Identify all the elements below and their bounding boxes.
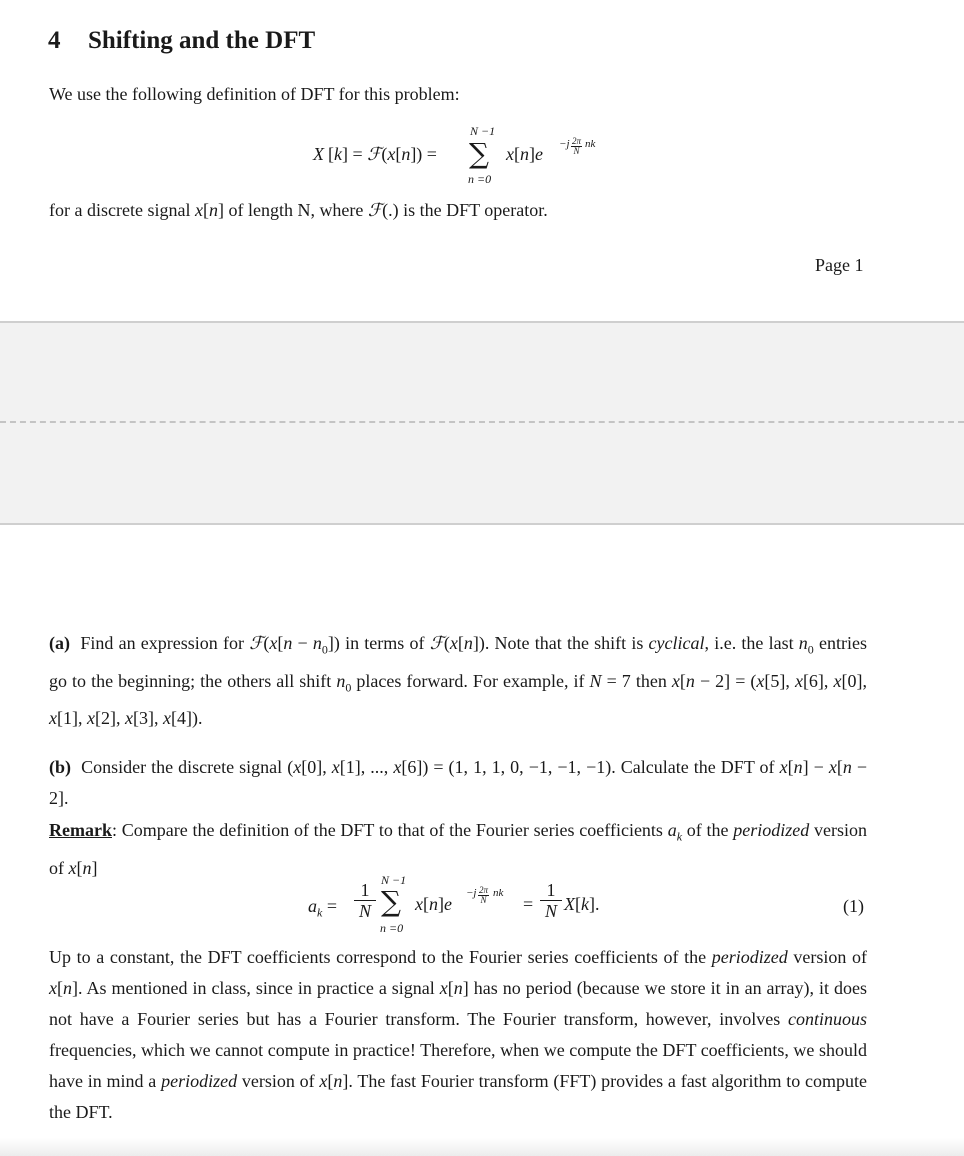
section-title: Shifting and the DFT bbox=[88, 27, 316, 54]
intro-text: We use the following definition of DFT for this problem: bbox=[49, 84, 460, 104]
section-number: 4 bbox=[48, 27, 61, 54]
part-b-label: (b) bbox=[49, 757, 71, 777]
part-a-label: (a) bbox=[49, 633, 70, 653]
remark-paragraph: Remark: Compare the definition of the DFT to that of the Fourier series coefficients $a_k$ of the periodized version of x[n] bbox=[49, 820, 867, 878]
part-a-paragraph: (a) Find an expression for ℱ(x[n − $n_0$]) in terms of ℱ(x[n]). Note that the shift is cyclical, i.e. the last $n_0$ entries go to the beginning; the others all shift $n_0$ places forward. For example, if N = 7 then x[n − 2] = (x[5], x[6], x[0], x[1], x[2], x[3], x[4]). bbox=[49, 633, 867, 729]
part-b-paragraph: (b) Consider the discrete signal (x[0], x[1], ..., x[6]) = (1, 1, 1, 0, −1, −1, −1). Calculate the DFT of x[n] − x[n − 2]. bbox=[49, 757, 868, 808]
remark-label: Remark bbox=[49, 820, 112, 840]
page-bottom-shadow bbox=[0, 1138, 964, 1156]
definition-note: for a discrete signal x[n] of length N, where ℱ(.) is the DFT operator. bbox=[49, 200, 548, 221]
page-break-divider bbox=[0, 421, 964, 423]
section-heading bbox=[48, 27, 315, 55]
page-number: Page 1 bbox=[815, 255, 864, 275]
closing-paragraph: Up to a constant, the DFT coefficients correspond to the Fourier series coefficients of the periodized version of x[n]. As mentioned in class, since in practice a signal x[n] has no period (because we store it in an array), it does not have a Fourier series but has a Fourier transform. The Fourier transform, however, involves continuous frequencies, which we cannot compute in practice! Therefore, when we compute the DFT coefficients, we should have in mind a periodized version of x[n]. The fast Fourier transform (FFT) provides a fast algorithm to compute the DFT. bbox=[49, 947, 868, 1122]
page-break-gap bbox=[0, 321, 964, 525]
equation-number: (1) bbox=[843, 896, 864, 916]
